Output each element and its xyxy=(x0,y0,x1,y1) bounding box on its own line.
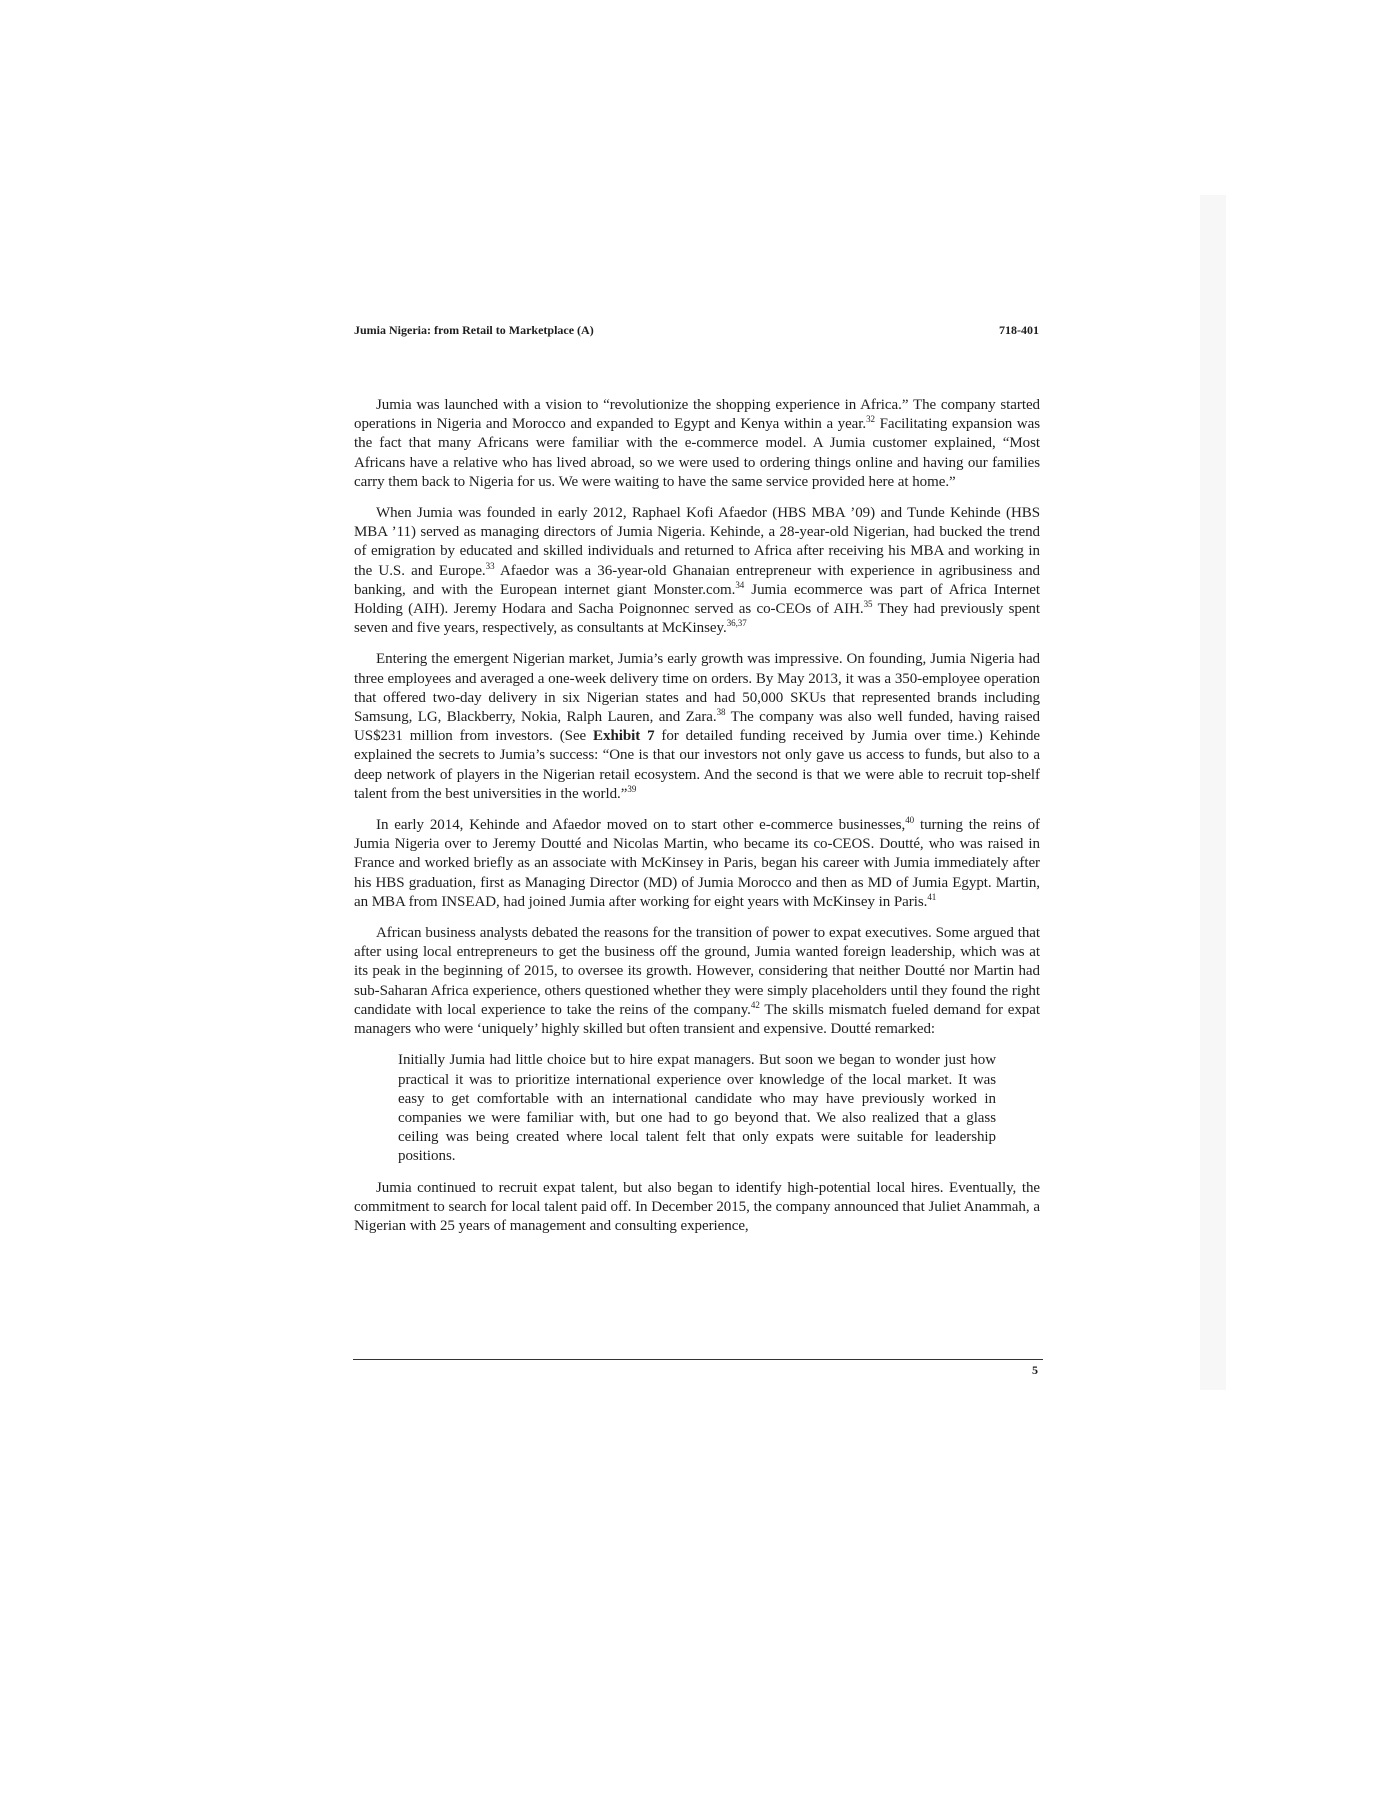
block-quote xyxy=(398,1051,996,1166)
text-run: They had previously spent seven and five years, respectively, as consultants at McKinsey. xyxy=(354,601,1040,637)
exhibit-reference: Exhibit 7 xyxy=(593,728,655,745)
text-run: Jumia ecommerce was part of Africa Internet Holding (AIH). Jeremy Hodara and Sacha Poignonnec served as co-CEOs of AIH. xyxy=(354,581,1040,618)
case-number: 718-401 xyxy=(999,323,1039,337)
footnote-ref: 41 xyxy=(927,891,937,902)
text-run: In early 2014, Kehinde and Afaedor moved on to start other e-commerce businesses, xyxy=(376,817,906,834)
scan-margin-shade xyxy=(1200,195,1226,1390)
paragraph-3 xyxy=(354,650,1040,804)
paragraph-6-text: Jumia continued to recruit expat talent, but also began to identify high-potential local hires. Eventually, the commitment to search for local talent paid off. In December 2015, the company announced that Juliet Anammah, a Nigerian with 25 years of management and consulting experience, xyxy=(354,1179,1040,1234)
footnote-ref: 35 xyxy=(863,599,873,610)
text-run: Afaedor was a 36-year-old Ghanaian entrepreneur with experience in agribusiness and banking, and with the European internet giant Monster.com. xyxy=(354,562,1040,598)
footnote-ref: 33 xyxy=(485,560,495,571)
paragraph-4 xyxy=(354,816,1040,912)
text-run: When Jumia was founded in early 2012, Raphael Kofi Afaedor (HBS MBA ’09) and Tunde Kehinde (HBS MBA ’11) served as managing directors of Jumia Nigeria. Kehinde, a 28-year-old Nigerian, had bucked the trend of emigration by educated and skilled individuals and returned to Africa after receiving his MBA and working in the U.S. and Europe. xyxy=(354,505,1040,579)
text-run: Jumia was launched with a vision to “revolutionize the shopping experience in Africa.” The company started operations in Nigeria and Morocco and expanded to Egypt and Kenya within a year. xyxy=(354,397,1040,433)
text-run: The company was also well funded, having raised US$231 million from investors. (See xyxy=(354,709,1040,745)
footnote-ref: 36,37 xyxy=(726,618,747,629)
paragraph-1 xyxy=(354,396,1040,492)
text-run: turning the reins of Jumia Nigeria over to Jeremy Doutté and Nicolas Martin, who became its co-CEOS. Doutté, who was raised in France and worked briefly as an associate with McKinsey in Paris, began his career with Jumia immediately after his HBS graduation, first as Managing Director (MD) of Jumia Morocco and then as MD of Jumia Egypt. Martin, an MBA from INSEAD, had joined Jumia after working for eight years with McKinsey in Paris. xyxy=(354,817,1041,910)
block-quote-text: Initially Jumia had little choice but to hire expat managers. But soon we began to wonder just how practical it was to prioritize international experience over knowledge of the local market. It was easy to get comfortable with an international candidate who may have previously worked in companies we were familiar with, but one had to go beyond that. We also realized that a glass ceiling was being created where local talent felt that only expats were suitable for leadership positions. xyxy=(398,1052,996,1165)
text-run: for detailed funding received by Jumia over time.) Kehinde explained the secrets to Jumia’s success: “One is that our investors not only gave us access to funds, but also to a deep network of players in the Nigerian retail ecosystem. And the second is that we were able to recruit top-shelf talent from the best universities in the world.” xyxy=(354,728,1041,802)
text-run: Entering the emergent Nigerian market, Jumia’s early growth was impressive. On founding, Jumia Nigeria had three employees and averaged a one-week delivery time on orders. By May 2013, it was a 350-employee operation that offered two-day delivery in six Nigerian states and had 50,000 SKUs that represented brands including Samsung, LG, Blackberry, Nokia, Ralph Lauren, and Zara. xyxy=(354,651,1040,726)
footnote-ref: 34 xyxy=(735,579,745,590)
text-run: The skills mismatch fueled demand for expat managers who were ‘uniquely’ highly skilled but often transient and expensive. Doutté remarked: xyxy=(354,1001,1040,1038)
text-run: Facilitating expansion was the fact that many Africans were familiar with the e-commerce model. A Jumia customer explained, “Most Africans have a relative who has lived abroad, so we were used to ordering things online and having our families carry them back to Nigeria for us. We were waiting to have the same service provided here at home.” xyxy=(354,416,1040,490)
paragraph-5 xyxy=(354,924,1040,1039)
footnote-ref: 38 xyxy=(716,707,726,718)
footnote-ref: 32 xyxy=(866,414,876,425)
footer-rule xyxy=(353,1359,1043,1360)
footnote-ref: 39 xyxy=(627,783,637,794)
running-header-title: Jumia Nigeria: from Retail to Marketplace (A) xyxy=(354,323,594,337)
body-text xyxy=(354,396,1040,1248)
footnote-ref: 42 xyxy=(750,999,760,1010)
paragraph-6 xyxy=(354,1179,1040,1237)
page-number: 5 xyxy=(1032,1363,1038,1377)
footnote-ref: 40 xyxy=(905,815,915,826)
paragraph-2 xyxy=(354,504,1040,638)
text-run: African business analysts debated the reasons for the transition of power to expat executives. Some argued that after using local entrepreneurs to get the business off the ground, Jumia wanted foreign leadership, which was at its peak in the beginning of 2015, to oversee its growth. However, considering that neither Doutté nor Martin had sub-Saharan Africa experience, others questioned whether they were simply placeholders until they found the right candidate with local experience to take the reins of the company. xyxy=(354,925,1040,1018)
